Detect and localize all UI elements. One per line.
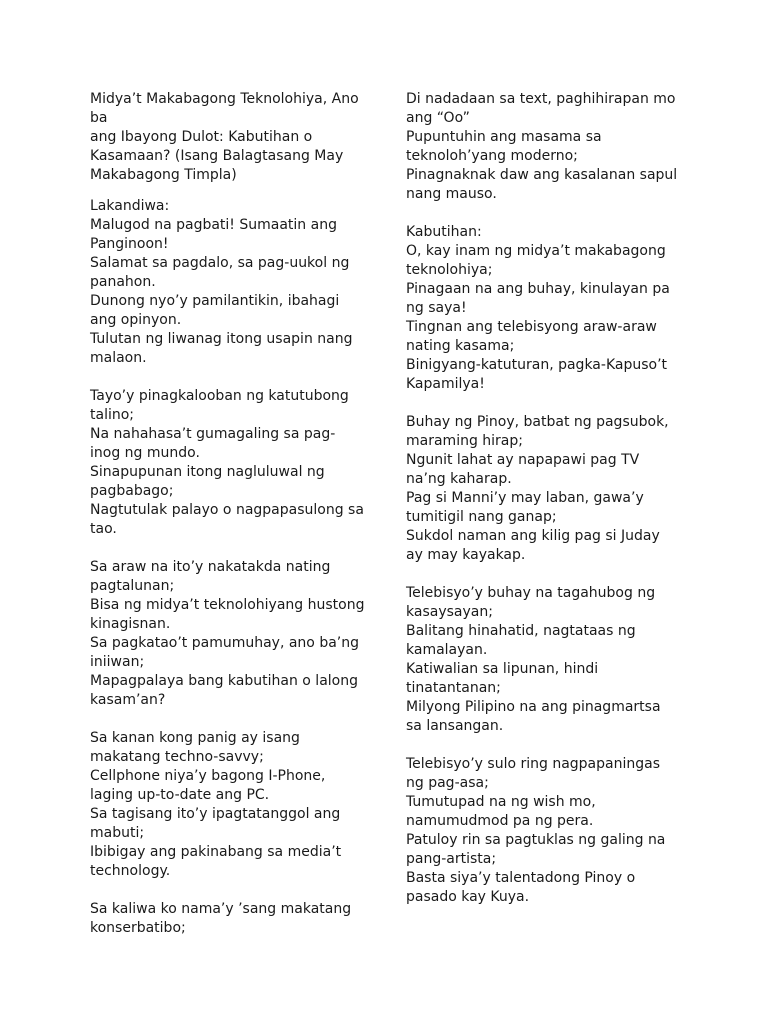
verse-line: iniiwan; [90, 654, 145, 670]
verse-line: ay may kayakap. [406, 547, 526, 563]
verse-line: nating kasama; [406, 338, 515, 354]
verse-line: ng saya! [406, 300, 467, 316]
right-column [406, 90, 702, 926]
verse-line: Ngunit lahat ay napapawi pag TV [406, 452, 640, 468]
verse-line: Sa pagkatao’t pamumuhay, ano ba’ng [90, 635, 360, 651]
verse-line: Tumutupad na ng wish mo, [406, 794, 596, 810]
verse-line: pagtalunan; [90, 578, 175, 594]
stanza [90, 197, 380, 368]
verse-line: Nagtutulak palayo o nagpapasulong sa [90, 502, 364, 518]
title-line: Kasamaan? (Isang Balagtasang May [90, 148, 344, 164]
verse-line: Pinagnaknak daw ang kasalanan sapul [406, 167, 678, 183]
title-line: Makabagong Timpla) [90, 167, 237, 183]
stanza [406, 755, 702, 907]
verse-line: tinatantanan; [406, 680, 501, 696]
verse-line: Basta siya’y talentadong Pinoy o [406, 870, 636, 886]
verse-line: Tulutan ng liwanag itong usapin nang [90, 331, 353, 347]
left-column [90, 90, 380, 957]
stanza [90, 900, 380, 938]
stanza [406, 223, 702, 394]
verse-line: Sukdol naman ang kilig pag si Juday [406, 528, 660, 544]
verse-line: kinagisnan. [90, 616, 171, 632]
verse-line: ang opinyon. [90, 312, 182, 328]
verse-line: Malugod na pagbati! Sumaatin ang [90, 217, 337, 233]
verse-line: Di nadadaan sa text, paghihirapan mo [406, 91, 676, 107]
verse-line: kasam’an? [90, 692, 166, 708]
verse-line: maraming hirap; [406, 433, 523, 449]
verse-line: mabuti; [90, 825, 145, 841]
stanza [90, 387, 380, 539]
verse-line: nang mauso. [406, 186, 497, 202]
verse-line: tumitigil nang ganap; [406, 509, 557, 525]
stanza [90, 558, 380, 710]
verse-line: inog ng mundo. [90, 445, 200, 461]
verse-line: Sinapupunan itong nagluluwal ng [90, 464, 325, 480]
verse-line: Binigyang-katuturan, pagka-Kapuso’t [406, 357, 668, 373]
verse-line: malaon. [90, 350, 147, 366]
verse-line: panahon. [90, 274, 156, 290]
verse-line: Salamat sa pagdalo, sa pag-uukol ng [90, 255, 350, 271]
verse-line: Buhay ng Pinoy, batbat ng pagsubok, [406, 414, 669, 430]
verse-line: Na nahahasa’t gumagaling sa pag- [90, 426, 336, 442]
verse-line: Panginoon! [90, 236, 169, 252]
document-title [90, 90, 380, 185]
verse-line: Balitang hinahatid, nagtataas ng [406, 623, 636, 639]
verse-line: sa lansangan. [406, 718, 504, 734]
verse-line: Bisa ng midya’t teknolohiyang hustong [90, 597, 365, 613]
verse-line: Sa araw na ito’y nakatakda nating [90, 559, 331, 575]
verse-line: Kapamilya! [406, 376, 485, 392]
verse-line: namumudmod pa ng pera. [406, 813, 594, 829]
verse-line: Sa tagisang ito’y ipagtatanggol ang [90, 806, 341, 822]
verse-line: Milyong Pilipino na ang pinagmartsa [406, 699, 661, 715]
verse-line: Katiwalian sa lipunan, hindi [406, 661, 599, 677]
verse-line: kasaysayan; [406, 604, 493, 620]
verse-line: Sa kanan kong panig ay isang [90, 730, 300, 746]
title-line: ang Ibayong Dulot: Kabutihan o [90, 129, 313, 145]
verse-line: Pupuntuhin ang masama sa [406, 129, 602, 145]
stanza [406, 413, 702, 565]
verse-line: Pinagaan na ang buhay, kinulayan pa [406, 281, 670, 297]
verse-line: Tayo’y pinagkalooban ng katutubong [90, 388, 349, 404]
verse-line: Ibibigay ang pakinabang sa media’t [90, 844, 342, 860]
verse-line: Telebisyo’y buhay na tagahubog ng [406, 585, 656, 601]
verse-line: pagbabago; [90, 483, 174, 499]
verse-line: laging up-to-date ang PC. [90, 787, 270, 803]
verse-line: ng pag-asa; [406, 775, 489, 791]
verse-line: O, kay inam ng midya’t makabagong [406, 243, 666, 259]
verse-line: talino; [90, 407, 135, 423]
verse-line: Dunong nyo’y pamilantikin, ibahagi [90, 293, 340, 309]
stanza [406, 90, 702, 204]
verse-line: kamalayan. [406, 642, 488, 658]
verse-line: Mapagpalaya bang kabutihan o lalong [90, 673, 358, 689]
verse-line: makatang techno-savvy; [90, 749, 264, 765]
verse-line: technology. [90, 863, 171, 879]
verse-line: pasado kay Kuya. [406, 889, 530, 905]
verse-line: ang “Oo” [406, 110, 470, 126]
verse-line: tao. [90, 521, 117, 537]
speaker-label: Kabutihan: [406, 224, 482, 240]
speaker-label: Lakandiwa: [90, 198, 170, 214]
verse-line: Tingnan ang telebisyong araw-araw [406, 319, 657, 335]
verse-line: Pag si Manni’y may laban, gawa’y [406, 490, 644, 506]
verse-line: Sa kaliwa ko nama’y ’sang makatang [90, 901, 352, 917]
verse-line: Patuloy rin sa pagtuklas ng galing na [406, 832, 666, 848]
stanza [90, 729, 380, 881]
stanza [406, 584, 702, 736]
verse-line: Telebisyo’y sulo ring nagpapaningas [406, 756, 660, 772]
verse-line: Cellphone niya’y bagong I-Phone, [90, 768, 326, 784]
verse-line: na’ng kaharap. [406, 471, 512, 487]
title-line: Midya’t Makabagong Teknolohiya, Ano ba [90, 91, 359, 126]
verse-line: teknoloh’yang moderno; [406, 148, 578, 164]
verse-line: pang-artista; [406, 851, 497, 867]
verse-line: teknolohiya; [406, 262, 493, 278]
verse-line: konserbatibo; [90, 920, 186, 936]
